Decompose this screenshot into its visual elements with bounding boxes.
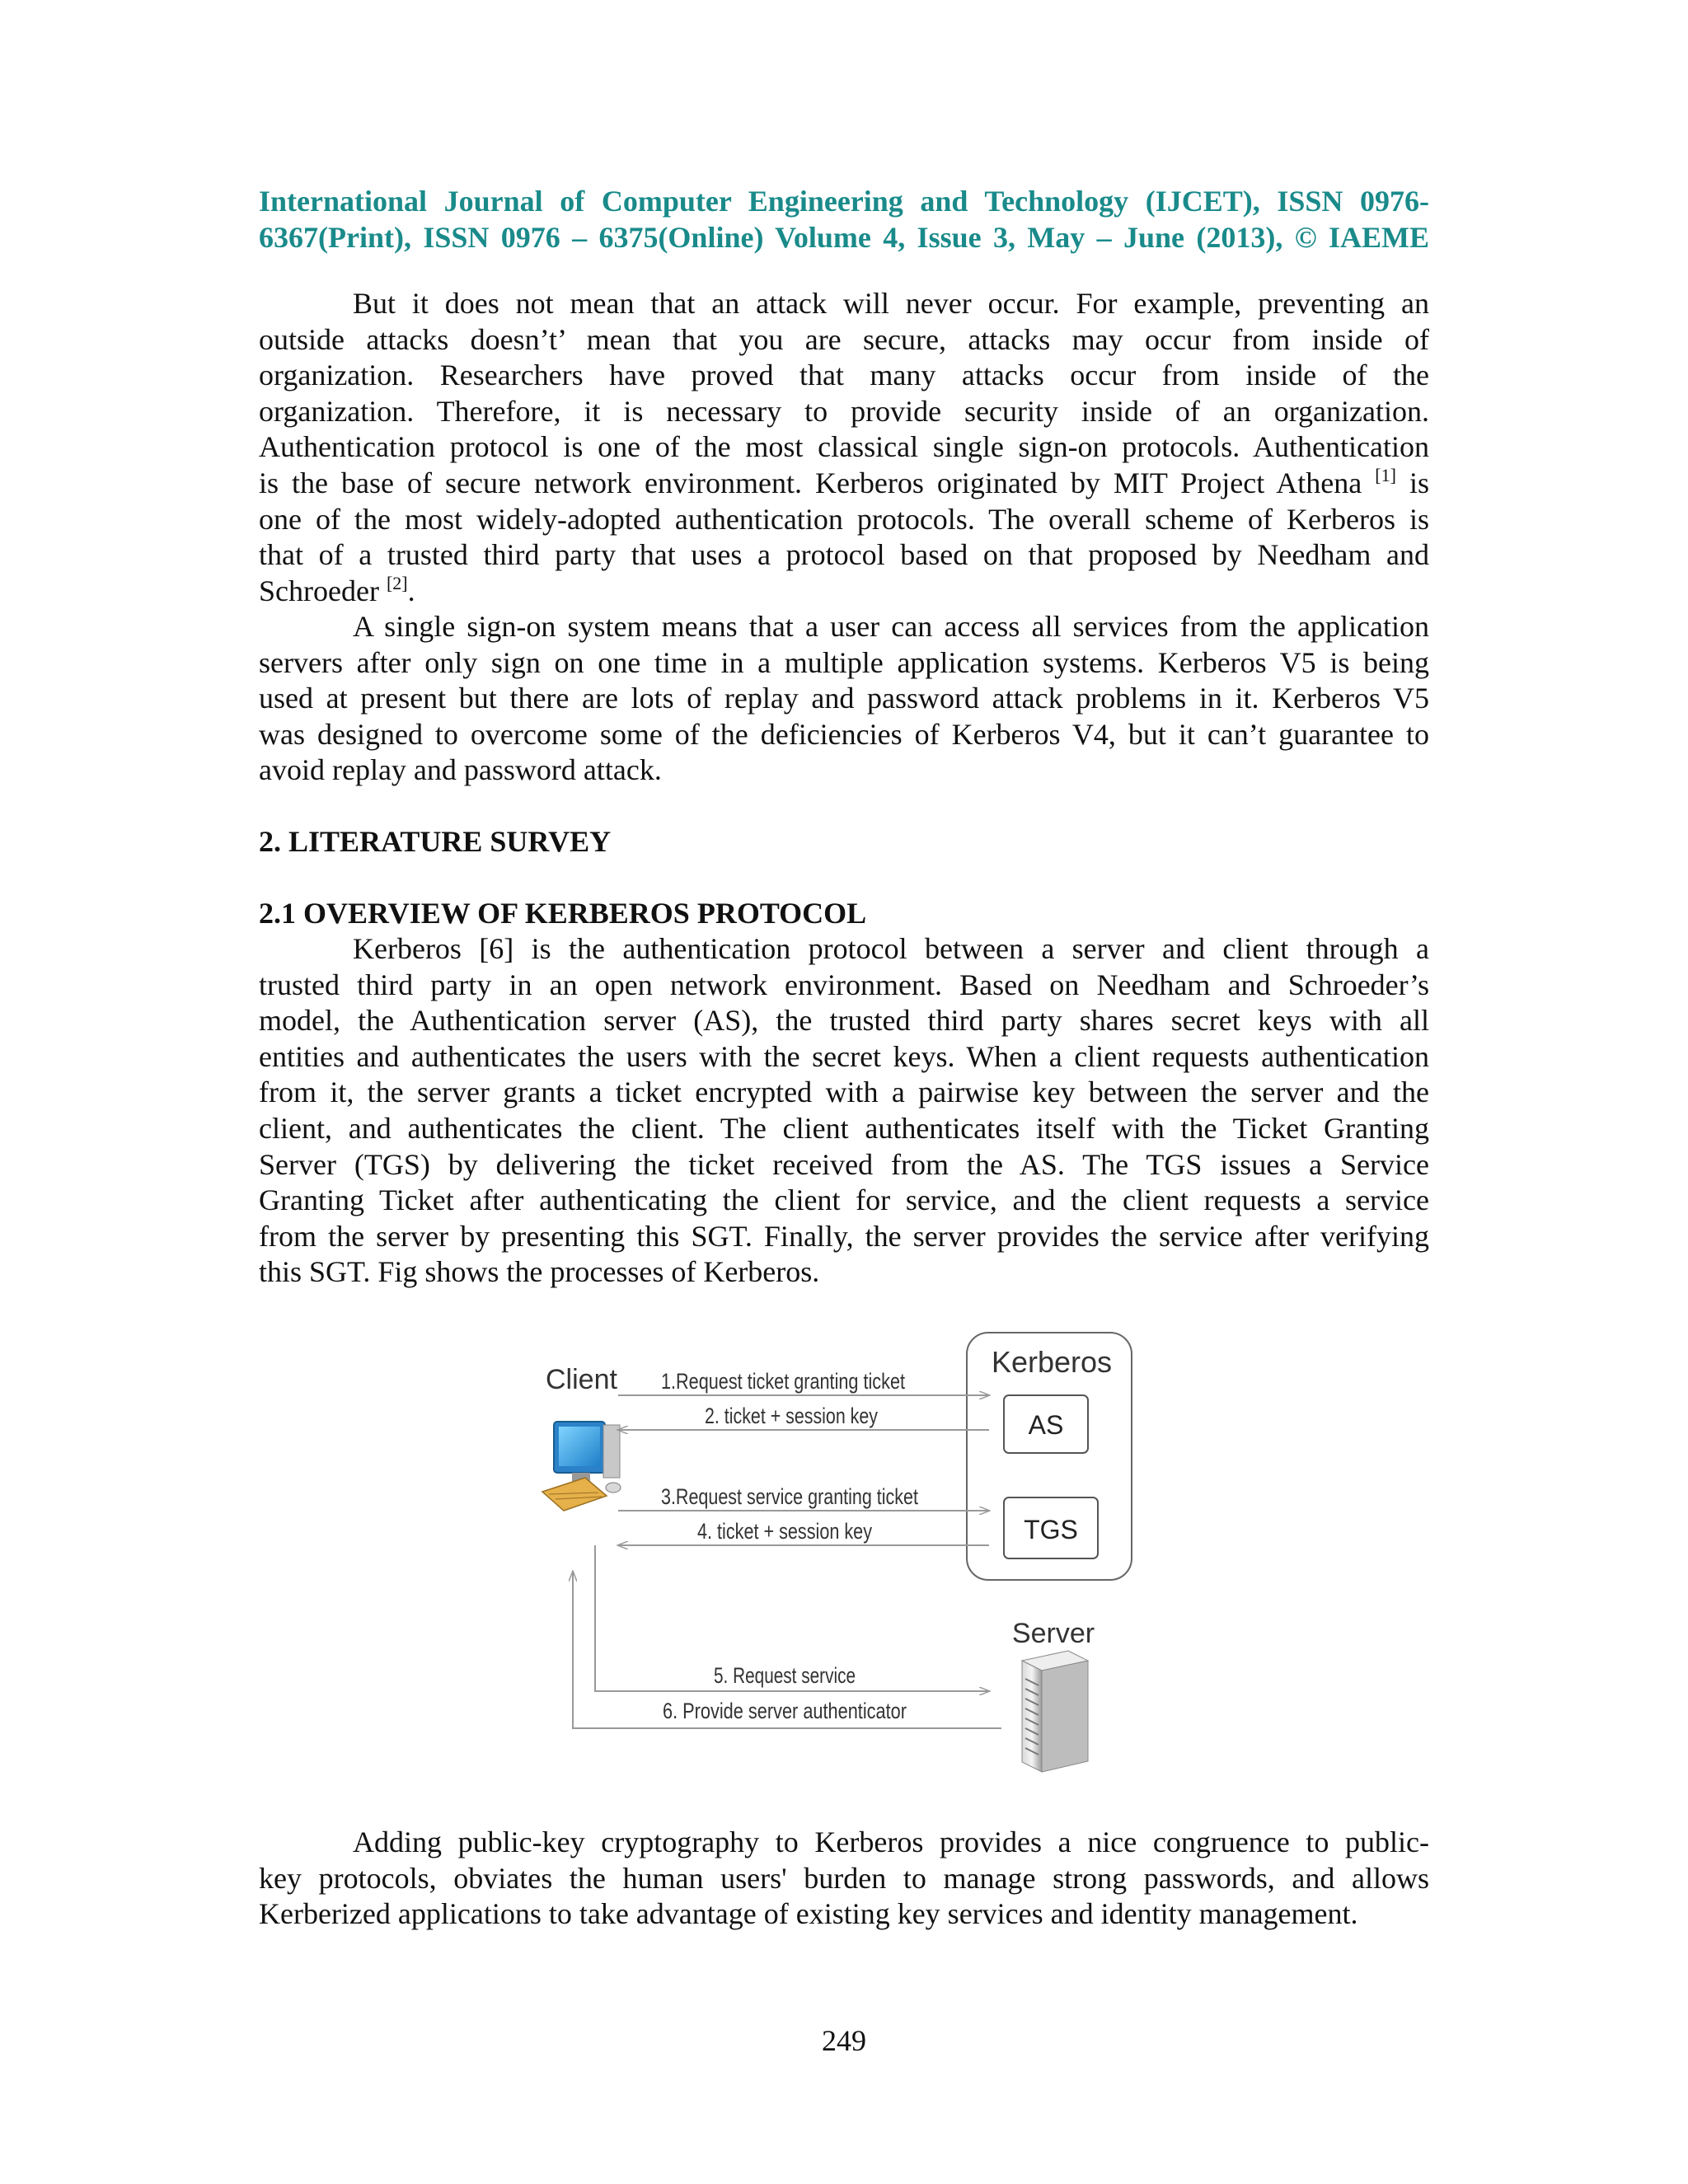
step-5-label: 5. Request service bbox=[714, 1663, 856, 1688]
text-fragment: Schroeder bbox=[259, 574, 387, 607]
step-6-label: 6. Provide server authenticator bbox=[663, 1699, 907, 1723]
text-fragment: is the base of secure network environment. Kerberos originated by MIT Project Athena bbox=[259, 466, 1376, 499]
client-label: Client bbox=[546, 1364, 617, 1395]
page-number: 249 bbox=[822, 2024, 866, 2057]
text-line: used at present but there are lots of replay and password attack problems in it. Kerberos V5 bbox=[259, 682, 1429, 715]
text-line: from it, the server grants a ticket encrypted with a pairwise key between the server and the bbox=[259, 1076, 1429, 1109]
text-line: trusted third party in an open network environment. Based on Needham and Schroeder’s bbox=[259, 968, 1429, 1001]
server-label: Server bbox=[1011, 1618, 1095, 1649]
text-line: But it does not mean that an attack will never occur. For example, preventing an bbox=[353, 287, 1429, 320]
text-line: was designed to overcome some of the deficiencies of Kerberos V4, but it can’t guarantee to bbox=[259, 717, 1429, 751]
text-line: client, and authenticates the client. The client authenticates itself with the Ticket Granting bbox=[259, 1111, 1429, 1145]
as-label: AS bbox=[1028, 1410, 1064, 1440]
text-line: Adding public-key cryptography to Kerberos provides a nice congruence to public- bbox=[353, 1825, 1429, 1858]
citation-2: [2] bbox=[386, 572, 408, 593]
text-line bbox=[259, 466, 1429, 502]
text-line: Granting Ticket after authenticating the client for service, and the client requests a service bbox=[259, 1183, 1429, 1217]
journal-header-line-1: International Journal of Computer Engineering and Technology (IJCET), ISSN 0976- bbox=[259, 185, 1429, 218]
step-3-label: 3.Request service granting ticket bbox=[661, 1484, 919, 1509]
text-line: key protocols, obviates the human users' burden to manage strong passwords, and allows bbox=[259, 1861, 1429, 1895]
paragraph-3 bbox=[259, 931, 1429, 1291]
text-line: entities and authenticates the users with the secret keys. When a client requests authentication bbox=[259, 1039, 1429, 1073]
step-4-label: 4. ticket + session key bbox=[697, 1519, 873, 1544]
text-line: Server (TGS) by delivering the ticket received from the AS. The TGS issues a Service bbox=[259, 1147, 1429, 1181]
citation-1: [1] bbox=[1375, 464, 1396, 485]
paragraph-4 bbox=[259, 1825, 1429, 1933]
text-line: Authentication protocol is one of the most classical single sign-on protocols. Authentication bbox=[259, 430, 1429, 464]
text-line bbox=[259, 574, 1429, 610]
text-line: from the server by presenting this SGT. Finally, the server provides the service after verifying bbox=[259, 1219, 1429, 1253]
section-heading-2: 2. LITERATURE SURVEY bbox=[259, 825, 612, 858]
text-line: avoid replay and password attack. bbox=[259, 753, 662, 787]
text-fragment: is bbox=[1395, 466, 1429, 499]
text-line: servers after only sign on one time in a multiple application systems. Kerberos V5 is being bbox=[259, 645, 1429, 679]
text-line: one of the most widely-adopted authentication protocols. The overall scheme of Kerberos is bbox=[259, 502, 1429, 536]
computer-icon bbox=[542, 1422, 621, 1511]
text-line: Kerberos [6] is the authentication protocol between a server and client through a bbox=[353, 932, 1429, 965]
step-2-label: 2. ticket + session key bbox=[705, 1404, 879, 1428]
section-heading-2-1: 2.1 OVERVIEW OF KERBEROS PROTOCOL bbox=[259, 897, 867, 930]
text-line: organization. Researchers have proved that many attacks occur from inside of the bbox=[259, 359, 1429, 392]
text-line: that of a trusted third party that uses a protocol based on that proposed by Needham and bbox=[259, 538, 1429, 572]
server-tower-icon bbox=[1022, 1651, 1088, 1772]
text-line: outside attacks doesn’t’ mean that you are secure, attacks may occur from inside of bbox=[259, 322, 1429, 356]
paragraph-1 bbox=[259, 286, 1429, 609]
tgs-label: TGS bbox=[1024, 1515, 1078, 1544]
journal-header-line-2: 6367(Print), ISSN 0976 – 6375(Online) Volume 4, Issue 3, May – June (2013), © IAEME bbox=[259, 221, 1429, 254]
text-line: Kerberized applications to take advantage of existing key services and identity management. bbox=[259, 1897, 1358, 1931]
kerberos-diagram-svg bbox=[528, 1323, 1154, 1784]
journal-header bbox=[259, 183, 1429, 255]
text-line: this SGT. Fig shows the processes of Kerberos. bbox=[259, 1255, 820, 1289]
kerberos-diagram bbox=[528, 1323, 1154, 1784]
kerberos-label: Kerberos bbox=[991, 1345, 1113, 1379]
text-fragment: . bbox=[407, 574, 415, 607]
text-line: model, the Authentication server (AS), the trusted third party shares secret keys with all bbox=[259, 1004, 1429, 1038]
step-1-label: 1.Request ticket granting ticket bbox=[661, 1369, 906, 1394]
text-line: A single sign-on system means that a user can access all services from the application bbox=[353, 610, 1429, 643]
paragraph-2 bbox=[259, 609, 1429, 789]
text-line: organization. Therefore, it is necessary to provide security inside of an organization. bbox=[259, 394, 1429, 428]
